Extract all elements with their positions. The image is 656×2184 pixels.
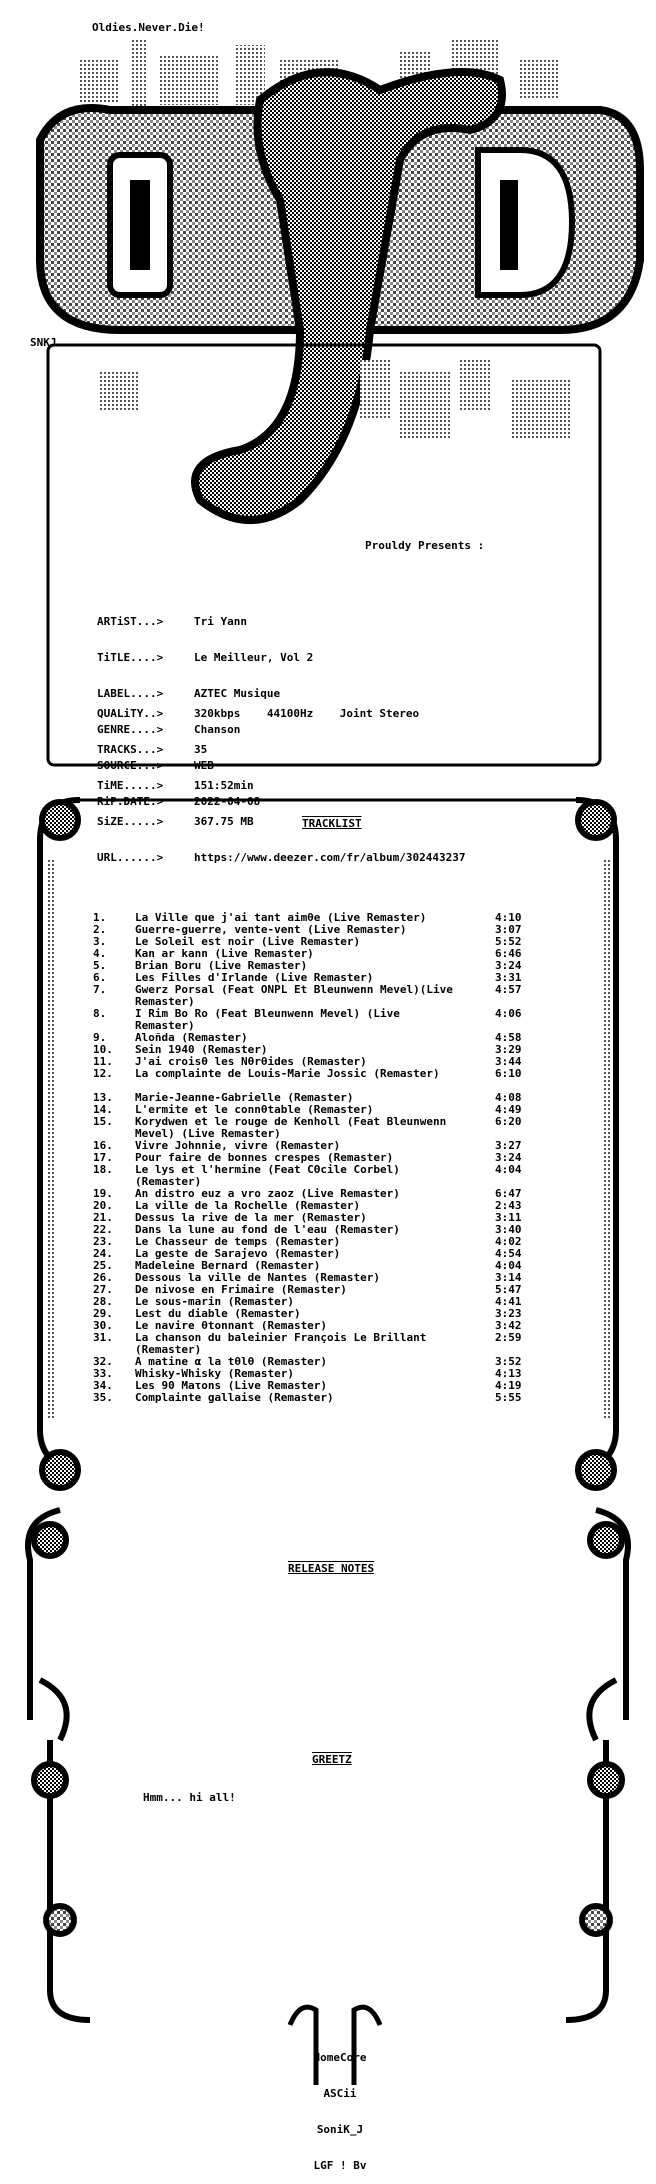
track-duration: 4:10: [495, 911, 522, 924]
url-label: URL......>: [97, 851, 164, 864]
genre-label: GENRE....>: [97, 723, 164, 736]
track-number: 11.: [93, 1055, 113, 1068]
track-title: Korydwen et le rouge de Kenholl (Feat Bleunwenn Mevel) (Live Remaster): [135, 1115, 447, 1140]
track-number: 17.: [93, 1151, 113, 1164]
quality-value: 320kbps 44100Hz Joint Stereo: [194, 707, 420, 720]
track-number: 10.: [93, 1043, 113, 1056]
track-number: 16.: [93, 1139, 113, 1152]
track-title: La chanson du baleinier François Le Brillant (Remaster): [135, 1331, 427, 1356]
ripdate-label: RiP.DATE.>: [97, 795, 164, 808]
release-notes-heading: RELEASE NOTES: [288, 1562, 375, 1575]
track-title: De nivose en Frimaire (Remaster): [135, 1283, 347, 1296]
track-duration: 3:11: [495, 1211, 522, 1224]
track-duration: 6:10: [495, 1067, 522, 1080]
track-title: Sein 1940 (Remaster): [135, 1043, 268, 1056]
track-title: Guerre-guerre, vente-vent (Live Remaster): [135, 923, 407, 936]
track-number: 30.: [93, 1319, 113, 1332]
track-title: Marie-Jeanne-Gabrielle (Remaster): [135, 1091, 354, 1104]
track-duration: 4:02: [495, 1235, 522, 1248]
track-title: Whisky-Whisky (Remaster): [135, 1367, 294, 1380]
release-notes-frame: [28, 1510, 628, 1740]
track-title: Aloñda (Remaster): [135, 1031, 248, 1044]
source-label: SOURCE...>: [97, 759, 164, 772]
title-label: TiTLE....>: [97, 651, 164, 664]
track-number: 1.: [93, 911, 107, 924]
track-number: 29.: [93, 1307, 113, 1320]
track-duration: 4:04: [495, 1259, 522, 1272]
title-value: Le Meilleur, Vol 2: [194, 651, 314, 664]
tech-quality-row: [97, 708, 466, 720]
source-value: WEB: [194, 759, 214, 772]
track-duration: 4:58: [495, 1031, 522, 1044]
track-duration: 3:40: [495, 1223, 522, 1236]
track-duration: 5:52: [495, 935, 522, 948]
url-value[interactable]: https://www.deezer.com/fr/album/302443237: [194, 851, 466, 864]
track-number: 2.: [93, 923, 107, 936]
artist-value: Tri Yann: [194, 615, 247, 628]
track-title: I Rim Bo Ro (Feat Bleunwenn Mevel) (Live Remaster): [135, 1007, 400, 1032]
track-number: 26.: [93, 1271, 113, 1284]
track-title: A matine α la tθlθ (Remaster): [135, 1355, 328, 1368]
ripdate-value: 2022-04-08: [194, 795, 261, 808]
track-duration: 5:55: [495, 1391, 522, 1404]
track-title: Le navire θtonnant (Remaster): [135, 1319, 328, 1332]
tech-info: [97, 684, 466, 876]
track-duration: 4:49: [495, 1103, 522, 1116]
tracks-label: TRACKS...>: [97, 743, 164, 756]
tech-time-row: [97, 780, 466, 792]
presents-text: Prouldy Presents :: [365, 539, 485, 552]
footer-line: SoniK_J: [316, 2123, 364, 2136]
track-title: Complainte gallaise (Remaster): [135, 1391, 334, 1404]
time-value: 151:52min: [194, 779, 254, 792]
tech-size-row: [97, 816, 466, 828]
track-title: Dessus la rive de la mer (Remaster): [135, 1211, 367, 1224]
tracklist-heading: TRACKLIST: [302, 817, 362, 830]
track-duration: 4:19: [495, 1379, 522, 1392]
track-number: 7.: [93, 983, 107, 996]
footer-credits: [300, 2028, 380, 2184]
track-number: 3.: [93, 935, 107, 948]
track-title: Les 90 Maτons (Live Remaster): [135, 1379, 328, 1392]
tagline: Oldies.Never.Die!: [92, 21, 205, 34]
tracks-value: 35: [194, 743, 208, 756]
track-duration: 4:04: [495, 1163, 522, 1176]
track-duration: 3:52: [495, 1355, 522, 1368]
track-title: L'ermite et le connθtable (Remaster): [135, 1103, 374, 1116]
track-duration: 3:23: [495, 1307, 522, 1320]
track-duration: 4:57: [495, 983, 522, 996]
track-title: La complainte de Louis-Marie Jossic (Remaster): [135, 1067, 440, 1080]
track-duration: 3:07: [495, 923, 522, 936]
track-title: Brian Boru (Live Remaster): [135, 959, 308, 972]
track-duration: 4:54: [495, 1247, 522, 1260]
track-number: 28.: [93, 1295, 113, 1308]
footer-line: ASCii: [323, 2087, 357, 2100]
track-number: 15.: [93, 1115, 113, 1128]
track-number: 8.: [93, 1007, 107, 1020]
track-duration: 4:06: [495, 1007, 522, 1020]
track-number: 4.: [93, 947, 107, 960]
track-title: Le lys et l'hermine (Feat CΘcile Corbel) (Remaster): [135, 1163, 400, 1188]
track-duration: 2:59: [495, 1331, 522, 1344]
track-title: Vivre Johnnie, vivre (Remaster): [135, 1139, 341, 1152]
track-duration: 2:43: [495, 1199, 522, 1212]
track-number: 12.: [93, 1067, 113, 1080]
track-number: 5.: [93, 959, 107, 972]
track-title: Kan ar kann (Live Remaster): [135, 947, 314, 960]
track-duration: 3:31: [495, 971, 522, 984]
track-duration: 3:24: [495, 959, 522, 972]
track-number: 23.: [93, 1235, 113, 1248]
track-title: Les Filles d'Irlande (Live Remaster): [135, 971, 374, 984]
track-title: J'ai croisθ les Nθrθides (Remaster): [135, 1055, 367, 1068]
time-label: TiME.....>: [97, 779, 164, 792]
genre-value: Chanson: [194, 723, 241, 736]
track-duration: 6:20: [495, 1115, 522, 1128]
track-title: Dessous la ville de Nantes (Remaster): [135, 1271, 381, 1284]
size-value: 367.75 MB: [194, 815, 254, 828]
label-value: AZTEC Musique: [194, 687, 281, 700]
track-duration: 3:42: [495, 1319, 522, 1332]
footer-line: HomeCore: [313, 2051, 367, 2064]
footer-line: LGF ! Bv: [313, 2159, 367, 2172]
artist-tag: SNKJ: [30, 336, 57, 349]
track-number: 22.: [93, 1223, 113, 1236]
track-title: Le sous-marin (Remaster): [135, 1295, 294, 1308]
track-duration: 3:44: [495, 1055, 522, 1068]
track-title: Le Soleil est noir (Live Remaster): [135, 935, 361, 948]
track-title: Gwerz Porsal (Feat ONPL Et Bleunwenn Mevel)(Live Remaster): [135, 983, 453, 1008]
tech-tracks-row: [97, 744, 466, 756]
track-duration: 4:13: [495, 1367, 522, 1380]
track-title: Pour faire de bonnes crespes (Remaster): [135, 1151, 394, 1164]
track-duration: 3:24: [495, 1151, 522, 1164]
track-title: La ville de la Rochelle (Remaster): [135, 1199, 361, 1212]
track-duration: 6:46: [495, 947, 522, 960]
track-title: La Ville que j'ai tant aimθe (Live Remaster): [135, 911, 427, 924]
track-number: 20.: [93, 1199, 113, 1212]
track-number: 6.: [93, 971, 107, 984]
track-number: 18.: [93, 1163, 113, 1176]
track-duration: 3:29: [495, 1043, 522, 1056]
track-number: 13.: [93, 1091, 113, 1104]
greetz-frame: [34, 1740, 622, 2020]
track-number: 9.: [93, 1031, 107, 1044]
track-number: 14.: [93, 1103, 113, 1116]
quality-label: QUALiTY..>: [97, 707, 164, 720]
track-title: An distro euz a vro zaoz (Live Remaster): [135, 1187, 400, 1200]
size-label: SiZE.....>: [97, 815, 164, 828]
release-artist-row: [97, 616, 313, 628]
track-duration: 3:27: [495, 1139, 522, 1152]
track-number: 32.: [93, 1355, 113, 1368]
track-title: Madeleine Bernard (Remaster): [135, 1259, 321, 1272]
track-number: 34.: [93, 1379, 113, 1392]
track-number: 24.: [93, 1247, 113, 1260]
track-title: La geste de Sarajevo (Remaster): [135, 1247, 341, 1260]
track-title: Le Chasseur de temps (Remaster): [135, 1235, 341, 1248]
track-duration: 5:47: [495, 1283, 522, 1296]
track-number: 33.: [93, 1367, 113, 1380]
ond-logo: [40, 72, 640, 520]
label-label: LABEL....>: [97, 687, 164, 700]
tech-url-row: [97, 852, 466, 864]
track-number: 31.: [93, 1331, 113, 1344]
track-number: 21.: [93, 1211, 113, 1224]
greetz-text: Hmm... hi all!: [143, 1791, 236, 1804]
track-duration: 4:41: [495, 1295, 522, 1308]
track-duration: 4:08: [495, 1091, 522, 1104]
track-number: 19.: [93, 1187, 113, 1200]
track-title: Dans la lune au fond de l'eau (Remaster): [135, 1223, 400, 1236]
release-title-row: [97, 652, 313, 664]
track-duration: 6:47: [495, 1187, 522, 1200]
artist-label: ARTiST...>: [97, 615, 164, 628]
track-title: Lest du diable (Remaster): [135, 1307, 301, 1320]
track-number: 25.: [93, 1259, 113, 1272]
greetz-heading: GREETZ: [312, 1753, 352, 1766]
track-duration: 3:14: [495, 1271, 522, 1284]
track-number: 35.: [93, 1391, 113, 1404]
track-number: 27.: [93, 1283, 113, 1296]
